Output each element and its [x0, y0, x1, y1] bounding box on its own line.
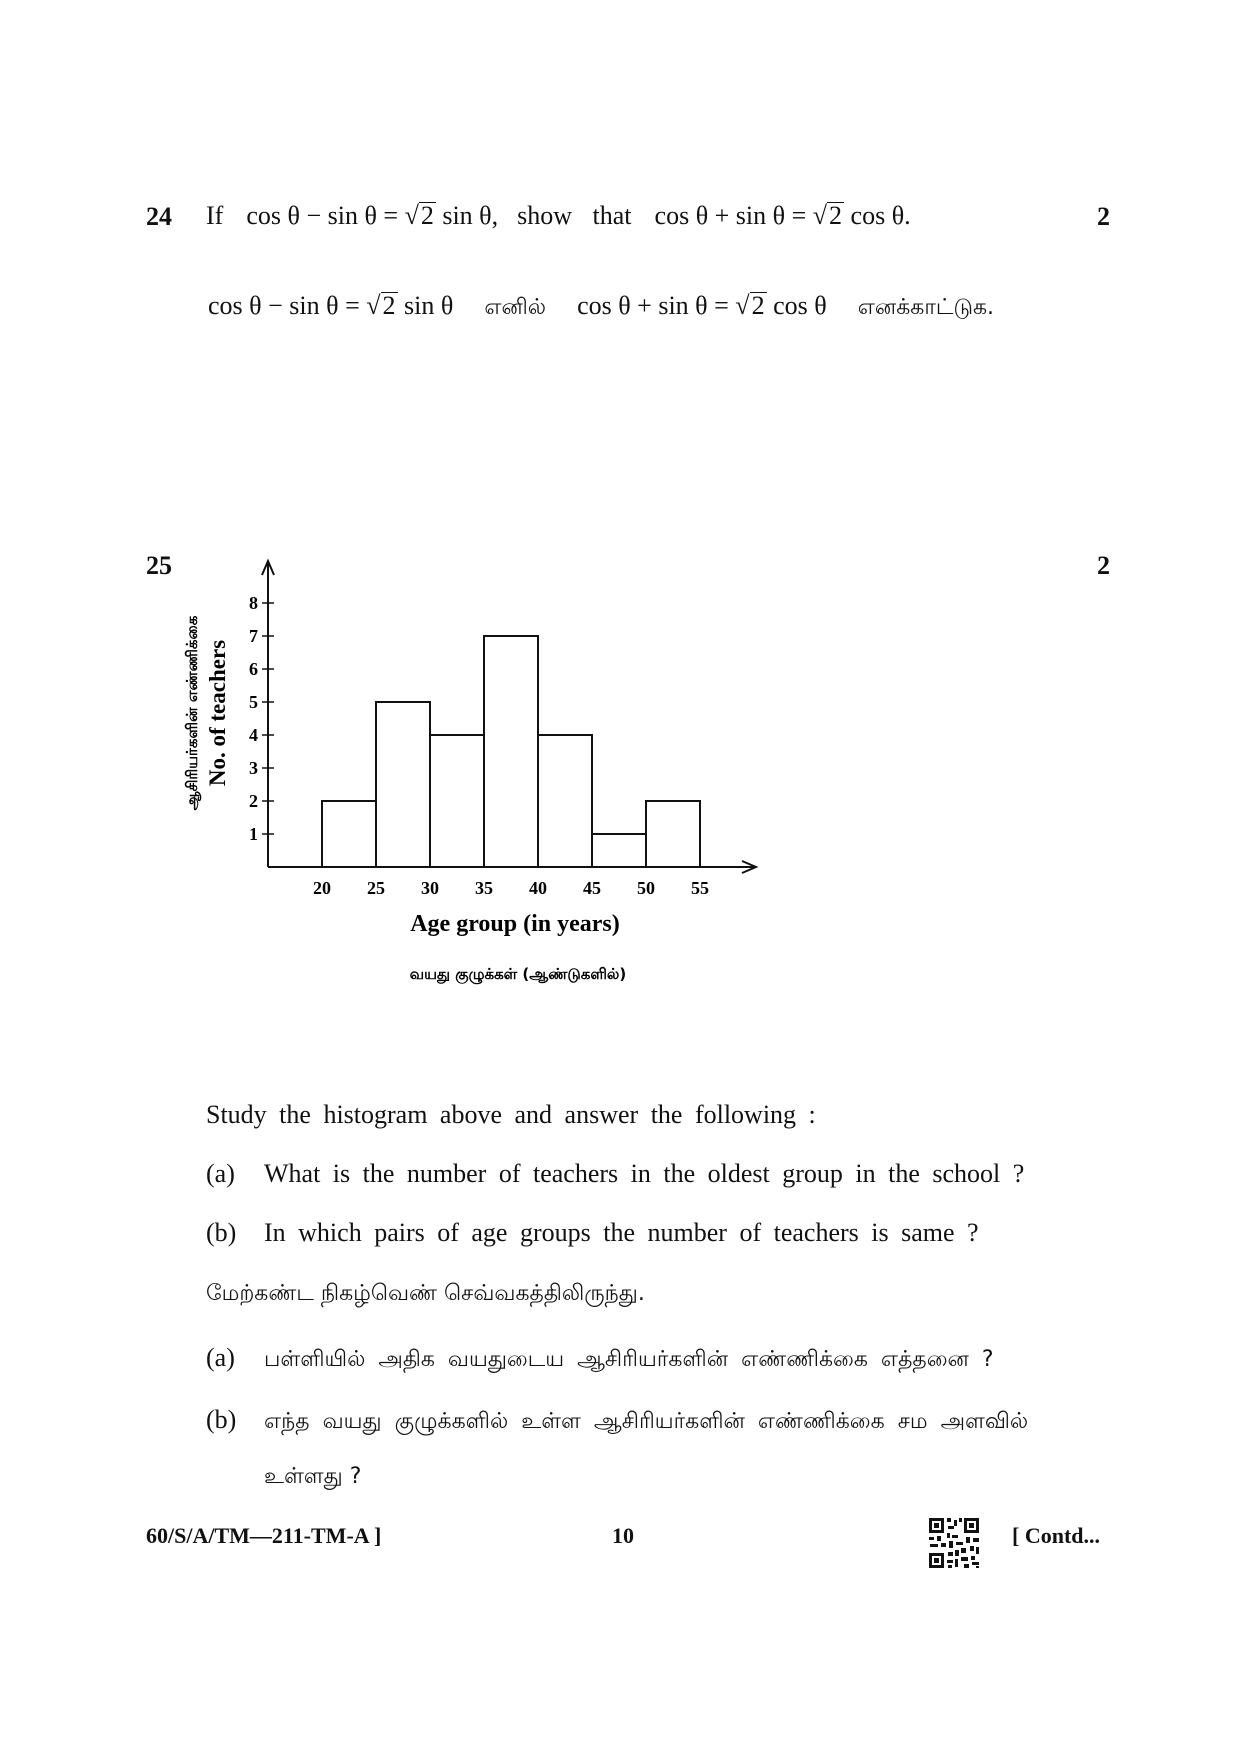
y-tick-label: 5 — [249, 692, 258, 712]
y-tick-label: 6 — [249, 659, 258, 679]
q24-ta-word-show: எனக்காட்டுக. — [857, 295, 995, 320]
item-text: பள்ளியில் அதிக வயதுடைய ஆசிரியர்களின் எண்ணிக்கை எத்தனை ? — [264, 1347, 994, 1372]
x-tick-label: 20 — [313, 878, 331, 898]
q24-marks: 2 — [1097, 202, 1110, 231]
sqrt-radicand: 2 — [829, 201, 843, 230]
q25-intro-en: Study the histogram above and answer the following : — [206, 1100, 816, 1129]
q25-intro-ta: மேற்கண்ட நிகழ்வெண் செவ்வகத்திலிருந்து. — [206, 1281, 645, 1306]
q25-number: 25 — [146, 551, 172, 580]
q24-eq2-left: cos θ + sin θ = — [654, 201, 807, 230]
histogram-bar-20-25 — [322, 801, 376, 867]
y-tick-label: 2 — [249, 791, 258, 811]
x-tick-label: 55 — [691, 878, 709, 898]
q24-ta-word-if: எனில் — [484, 295, 547, 320]
page-number: 10 — [612, 1523, 634, 1548]
x-axis-label: Age group (in years) — [410, 911, 620, 937]
q24-ta-eq1-right: sin θ — [404, 291, 454, 320]
sqrt-symbol: √2 — [404, 201, 434, 230]
item-text: எந்த வயது குழுக்களில் உள்ள ஆசிரியர்களின் எண்ணிக்கை சம அளவில் — [264, 1409, 1029, 1434]
q24-ta-eq2-left: cos θ + sin θ = — [577, 291, 729, 320]
x-tick-label: 45 — [583, 878, 601, 898]
x-tick-label: 25 — [367, 878, 385, 898]
x-tick-label: 30 — [421, 878, 439, 898]
histogram-bar-50-55 — [646, 801, 700, 867]
q24-eq1-right: sin θ, — [442, 201, 499, 230]
q25-item-b-ta — [206, 1405, 1028, 1437]
sqrt-radicand: 2 — [420, 201, 434, 230]
q25-marks: 2 — [1097, 551, 1110, 580]
y-tick-label: 3 — [249, 758, 258, 778]
x-tick-label: 35 — [475, 878, 493, 898]
q25-item-a-ta — [206, 1343, 994, 1375]
qr-code-icon — [928, 1517, 980, 1569]
q24-ta-eq2-right: cos θ — [773, 291, 827, 320]
x-tick-label: 40 — [529, 878, 547, 898]
histogram-bar-35-40 — [484, 636, 538, 867]
q24-lead-word: If — [206, 201, 224, 230]
q25-item-a-en — [206, 1159, 1024, 1189]
item-text: In which pairs of age groups the number of teachers is same ? — [264, 1218, 979, 1247]
histogram-plot-area — [249, 561, 756, 898]
histogram-bar-25-30 — [376, 702, 430, 867]
q24-eq2-right: cos θ. — [850, 201, 911, 230]
y-tick-label: 1 — [249, 824, 258, 844]
q24-number: 24 — [146, 202, 172, 231]
y-axis-label-tamil: ஆசிரியர்களின் எண்ணிக்கை — [183, 615, 201, 811]
q24-ta-eq1-left: cos θ − sin θ = — [208, 291, 360, 320]
y-axis-label: No. of teachers — [205, 639, 230, 787]
sqrt-symbol: √2 — [812, 201, 843, 230]
item-label: (a) — [206, 1343, 235, 1372]
histogram-bar-40-45 — [538, 735, 592, 867]
histogram-bar-45-50 — [592, 834, 646, 867]
q24-eq1-left: cos θ − sin θ = — [246, 201, 399, 230]
paper-code: 60/S/A/TM—211-TM-A ] — [146, 1523, 382, 1548]
sqrt-radicand: 2 — [751, 291, 765, 320]
item-label: (b) — [206, 1405, 237, 1434]
item-label: (b) — [206, 1218, 237, 1247]
q25-item-b-en — [206, 1218, 979, 1248]
x-tick-label: 50 — [637, 878, 655, 898]
sqrt-radicand: 2 — [382, 291, 396, 320]
item-label: (a) — [206, 1159, 235, 1188]
sqrt-symbol: √2 — [366, 291, 396, 320]
y-tick-label: 7 — [249, 626, 258, 646]
sqrt-symbol: √2 — [735, 291, 765, 320]
x-axis-label-tamil: வயது குழுக்கள் (ஆண்டுகளில்) — [409, 965, 627, 983]
histogram-bar-30-35 — [430, 735, 484, 867]
q25-item-b-ta-continuation: உள்ளது ? — [264, 1464, 362, 1489]
y-tick-label: 4 — [249, 725, 258, 745]
item-text: What is the number of teachers in the oldest group in the school ? — [264, 1159, 1025, 1188]
continued-marker: [ Contd... — [1012, 1523, 1101, 1548]
y-tick-label: 8 — [249, 593, 258, 613]
q24-mid-text: show that — [517, 201, 632, 230]
